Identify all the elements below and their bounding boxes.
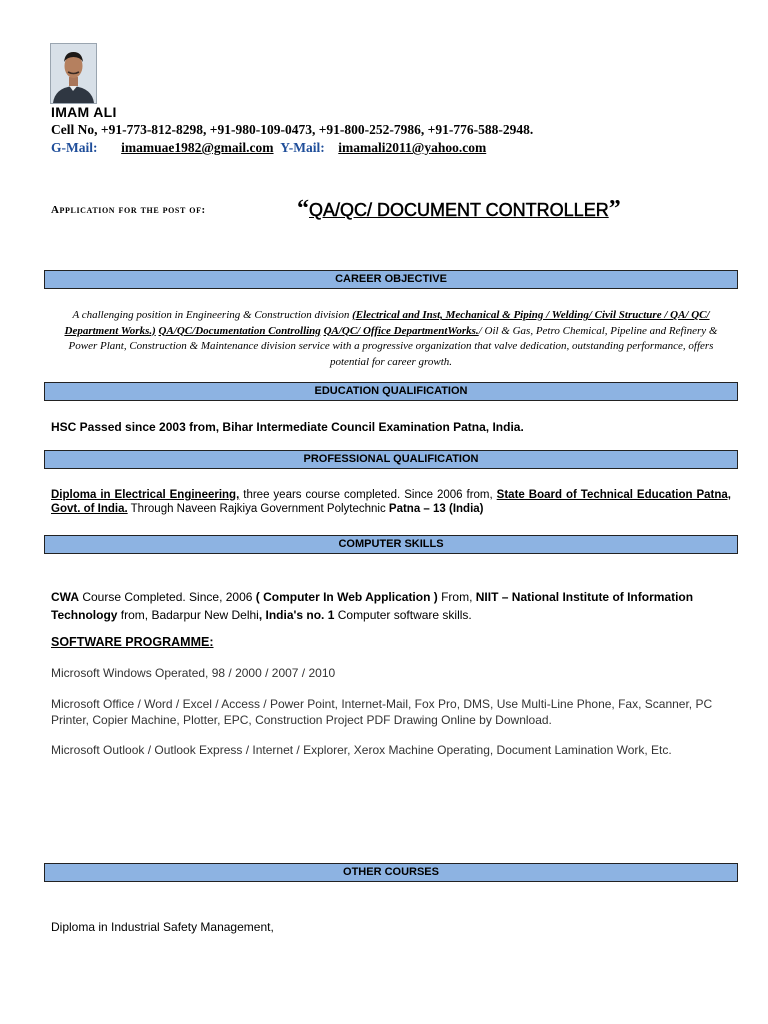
gmail-label: G-Mail:	[51, 140, 98, 155]
profile-photo	[50, 43, 97, 104]
computer-part: Computer software skills.	[334, 608, 472, 622]
career-objective-text	[50, 308, 732, 370]
ymail-label: Y-Mail:	[280, 140, 325, 155]
objective-part: / Oil & Gas, Petro Chemical, Pipeline and Refinery & Power Plant, Construction & Maintenance division service with a progressive organization that valve dedication, outstanding performance, offers potential for career growth.	[68, 324, 718, 368]
software-line-1: Microsoft Windows Operated, 98 / 2000 / 2007 / 2010	[51, 666, 336, 680]
email-line	[51, 140, 486, 156]
professional-text	[51, 488, 731, 516]
professional-part: State Board of Technical Education Patna, Govt. of India.	[51, 489, 731, 515]
computer-part: , India's no. 1	[258, 608, 335, 622]
application-label: Application for the post of:	[51, 204, 206, 216]
section-education: EDUCATION QUALIFICATION	[44, 382, 738, 401]
computer-part: From,	[437, 590, 476, 604]
computer-part: CWA	[51, 590, 79, 604]
professional-part: Diploma in Electrical Engineering,	[51, 489, 240, 501]
professional-part: Patna – 13 (India)	[388, 503, 484, 515]
software-line-2: Microsoft Office / Word / Excel / Access / Power Point, Internet-Mail, Fox Pro, DMS, Use Multi-Line Phone, Fax, Scanner, PC Printer, Copier Machine, Plotter, EPC, Construction Project PDF Drawing Online by Download.	[51, 697, 713, 727]
gmail-link[interactable]: imamuae1982@gmail.com	[121, 140, 274, 155]
post-title	[297, 196, 621, 223]
applicant-name: IMAM ALI	[51, 104, 117, 120]
section-career-objective: CAREER OBJECTIVE	[44, 270, 738, 289]
person-icon	[51, 44, 96, 103]
cell-label: Cell No,	[51, 122, 98, 137]
section-professional: PROFESSIONAL QUALIFICATION	[44, 450, 738, 469]
computer-part: ( Computer In Web Application )	[255, 590, 438, 604]
section-other-courses: OTHER COURSES	[44, 863, 738, 882]
computer-part: Course Completed. Since, 2006	[79, 590, 256, 604]
objective-part: QA/QC/Documentation Controlling	[158, 324, 321, 337]
computer-part: NIIT – National Institute of Information Technology	[51, 590, 694, 622]
software-line-3: Microsoft Outlook / Outlook Express / Internet / Explorer, Xerox Machine Operating, Document Lamination Work, Etc.	[51, 743, 672, 757]
objective-part: A challenging position in Engineering & Construction division	[72, 309, 353, 321]
section-computer-skills: COMPUTER SKILLS	[44, 535, 738, 554]
phone-numbers	[51, 122, 533, 138]
open-quote: “	[297, 196, 309, 222]
software-heading: SOFTWARE PROGRAMME:	[51, 635, 214, 649]
cell-numbers: +91-773-812-8298, +91-980-109-0473, +91-800-252-7986, +91-776-588-2948.	[100, 122, 534, 137]
professional-part: three years course completed. Since 2006 from,	[239, 489, 497, 501]
computer-text	[51, 588, 731, 624]
objective-part: (Electrical and Inst, Mechanical & Piping / Welding/ Civil Structure / QA/ QC/ Department Works.)	[64, 309, 710, 337]
objective-part: QA/QC/ Office DepartmentWorks.	[323, 324, 479, 337]
professional-part: Through Naveen Rajkiya Government Polytechnic	[127, 503, 389, 515]
other-courses-text: Diploma in Industrial Safety Management,	[51, 920, 274, 934]
education-text: HSC Passed since 2003 from, Bihar Intermediate Council Examination Patna, India.	[51, 420, 524, 434]
computer-part: from, Badarpur New Delhi	[117, 608, 259, 622]
close-quote: ”	[608, 196, 621, 222]
post-name: QA/QC/ DOCUMENT CONTROLLER	[309, 200, 609, 220]
ymail-link[interactable]: imamali2011@yahoo.com	[338, 140, 487, 155]
